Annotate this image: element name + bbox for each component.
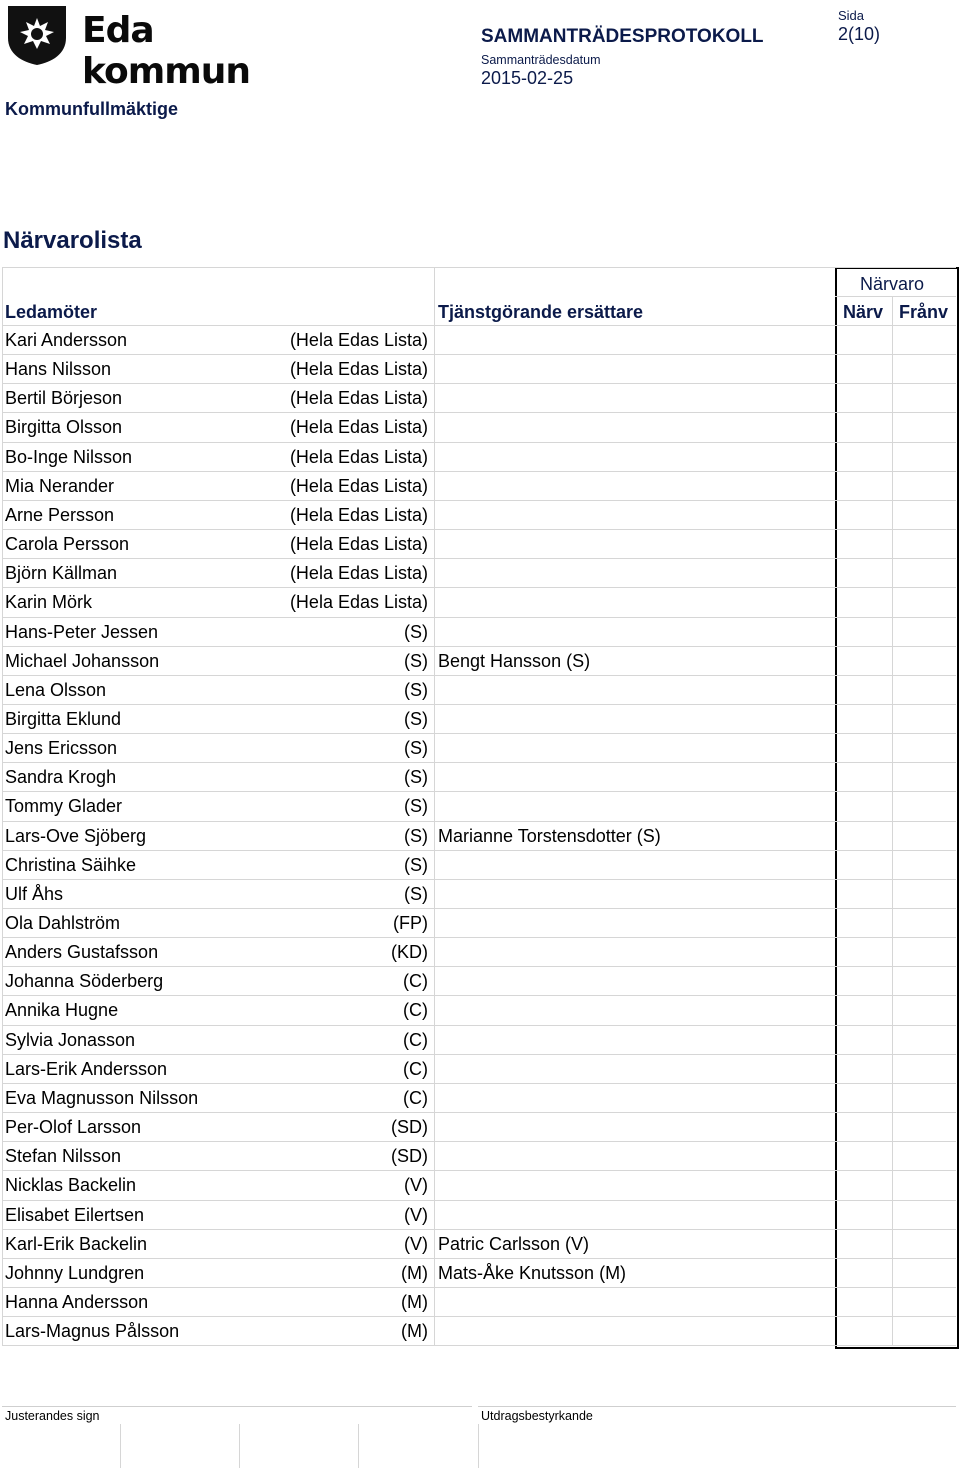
member-name: Hanna Andersson — [5, 1292, 149, 1312]
member-name: Birgitta Olsson — [5, 417, 123, 437]
table-row — [2, 705, 956, 734]
member-name: Anders Gustafsson — [5, 942, 159, 962]
member-party: (S) — [404, 709, 428, 729]
member-name: Bertil Börjeson — [5, 388, 123, 408]
member-party: (C) — [403, 971, 428, 991]
member-name: Birgitta Eklund — [5, 709, 122, 729]
table-row — [2, 792, 956, 821]
table-row — [2, 647, 956, 676]
member-party: (Hela Edas Lista) — [289, 592, 428, 612]
member-name: Hans Nilsson — [5, 359, 112, 379]
table-row — [2, 967, 956, 996]
member-party: (M) — [401, 1292, 428, 1312]
member-party: (S) — [404, 738, 428, 758]
table-row — [2, 1055, 956, 1084]
table-row — [2, 1142, 956, 1171]
table-row — [2, 880, 956, 909]
table-row — [2, 763, 956, 792]
member-party: (Hela Edas Lista) — [289, 447, 428, 467]
member-name: Hans-Peter Jessen — [5, 622, 159, 642]
table-row — [2, 618, 956, 647]
table-row — [2, 501, 956, 530]
table-row — [2, 851, 956, 880]
member-party: (C) — [403, 1088, 428, 1108]
member-party: (S) — [404, 826, 428, 846]
table-row — [2, 1259, 956, 1288]
table-row — [2, 530, 956, 559]
member-name: Sandra Krogh — [5, 767, 117, 787]
member-party: (Hela Edas Lista) — [289, 330, 428, 350]
member-party: (S) — [404, 622, 428, 642]
member-party: (S) — [404, 767, 428, 787]
member-party: (Hela Edas Lista) — [289, 563, 428, 583]
extract-label: Utdragsbestyrkande — [481, 1409, 593, 1423]
member-name: Ola Dahlström — [5, 913, 121, 933]
table-row — [2, 996, 956, 1025]
member-party: (V) — [404, 1234, 428, 1254]
table-row — [2, 1317, 956, 1346]
footer-divider — [478, 1406, 956, 1407]
member-name: Mia Nerander — [5, 476, 115, 496]
member-name: Carola Persson — [5, 534, 130, 554]
table-row — [2, 822, 956, 851]
member-name: Lars-Erik Andersson — [5, 1059, 168, 1079]
header-absent: Frånv — [899, 302, 949, 322]
signature-box-divider — [358, 1424, 359, 1468]
member-party: (KD) — [391, 942, 428, 962]
member-party: (M) — [401, 1263, 428, 1283]
table-row — [2, 1201, 956, 1230]
member-name: Ulf Åhs — [5, 884, 64, 904]
member-party: (M) — [401, 1321, 428, 1341]
member-party: (C) — [403, 1059, 428, 1079]
substitute-name: Mats-Åke Knutsson (M) — [438, 1263, 627, 1283]
member-name: Christina Säihke — [5, 855, 137, 875]
member-name: Per-Olof Larsson — [5, 1117, 142, 1137]
member-party: (Hela Edas Lista) — [289, 359, 428, 379]
member-name: Arne Persson — [5, 505, 115, 525]
member-name: Michael Johansson — [5, 651, 160, 671]
member-party: (S) — [404, 651, 428, 671]
municipality-logo — [4, 4, 294, 92]
table-row — [2, 909, 956, 938]
signature-box-divider — [239, 1424, 240, 1468]
member-name: Stefan Nilsson — [5, 1146, 122, 1166]
member-party: (Hela Edas Lista) — [289, 534, 428, 554]
org-name: Eda kommun — [82, 10, 250, 92]
table-row — [2, 938, 956, 967]
table-row — [2, 588, 956, 617]
grid-line — [2, 267, 956, 268]
table-row — [2, 326, 956, 355]
table-row — [2, 1230, 956, 1259]
member-name: Lars-Magnus Pålsson — [5, 1321, 180, 1341]
table-row — [2, 355, 956, 384]
substitute-name: Patric Carlsson (V) — [438, 1234, 590, 1254]
member-party: (FP) — [393, 913, 428, 933]
substitute-name: Marianne Torstensdotter (S) — [438, 826, 661, 846]
table-row — [2, 676, 956, 705]
table-row — [2, 1113, 956, 1142]
table-row — [2, 1026, 956, 1055]
council-name: Kommunfullmäktige — [5, 99, 179, 119]
member-name: Björn Källman — [5, 563, 118, 583]
document-type: SAMMANTRÄDESPROTOKOLL — [481, 26, 764, 47]
member-party: (Hela Edas Lista) — [289, 476, 428, 496]
member-name: Tommy Glader — [5, 796, 123, 816]
table-row — [2, 1084, 956, 1113]
header-presence: Närvaro — [860, 274, 925, 294]
meeting-date: 2015-02-25 — [481, 68, 574, 88]
substitute-name: Bengt Hansson (S) — [438, 651, 591, 671]
table-row — [2, 1288, 956, 1317]
member-name: Kari Andersson — [5, 330, 128, 350]
member-party: (Hela Edas Lista) — [289, 388, 428, 408]
member-name: Sylvia Jonasson — [5, 1030, 136, 1050]
grid-line — [835, 296, 956, 297]
attendance-table — [2, 267, 956, 1347]
member-party: (V) — [404, 1175, 428, 1195]
header-present: Närv — [843, 302, 884, 322]
member-party: (C) — [403, 1000, 428, 1020]
sign-label: Justerandes sign — [5, 1409, 100, 1423]
page-label: Sida — [838, 8, 865, 23]
table-row — [2, 559, 956, 588]
header-members: Ledamöter — [5, 302, 98, 322]
table-row — [2, 734, 956, 763]
signature-box-divider — [478, 1424, 479, 1468]
member-party: (Hela Edas Lista) — [289, 505, 428, 525]
table-row — [2, 413, 956, 442]
member-party: (V) — [404, 1205, 428, 1225]
attendance-list-title: Närvarolista — [3, 227, 142, 254]
meeting-date-label: Sammanträdesdatum — [481, 53, 601, 67]
member-party: (S) — [404, 796, 428, 816]
table-row — [2, 472, 956, 501]
member-name: Karin Mörk — [5, 592, 93, 612]
member-name: Karl-Erik Backelin — [5, 1234, 148, 1254]
coat-of-arms-icon — [4, 4, 74, 66]
member-name: Eva Magnusson Nilsson — [5, 1088, 199, 1108]
member-name: Jens Ericsson — [5, 738, 118, 758]
member-party: (SD) — [391, 1146, 428, 1166]
signature-box-divider — [120, 1424, 121, 1468]
table-row — [2, 1171, 956, 1200]
member-party: (C) — [403, 1030, 428, 1050]
member-party: (S) — [404, 680, 428, 700]
member-party: (S) — [404, 884, 428, 904]
member-party: (SD) — [391, 1117, 428, 1137]
member-name: Bo-Inge Nilsson — [5, 447, 133, 467]
table-row — [2, 384, 956, 413]
member-name: Johnny Lundgren — [5, 1263, 145, 1283]
member-party: (Hela Edas Lista) — [289, 417, 428, 437]
footer-divider — [2, 1406, 472, 1407]
member-name: Lars-Ove Sjöberg — [5, 826, 147, 846]
table-row — [2, 443, 956, 472]
member-name: Lena Olsson — [5, 680, 107, 700]
member-name: Nicklas Backelin — [5, 1175, 137, 1195]
member-party: (S) — [404, 855, 428, 875]
member-name: Annika Hugne — [5, 1000, 119, 1020]
member-name: Elisabet Eilertsen — [5, 1205, 145, 1225]
page-number: 2(10) — [838, 24, 881, 44]
header-substitutes: Tjänstgörande ersättare — [438, 302, 644, 322]
member-name: Johanna Söderberg — [5, 971, 164, 991]
